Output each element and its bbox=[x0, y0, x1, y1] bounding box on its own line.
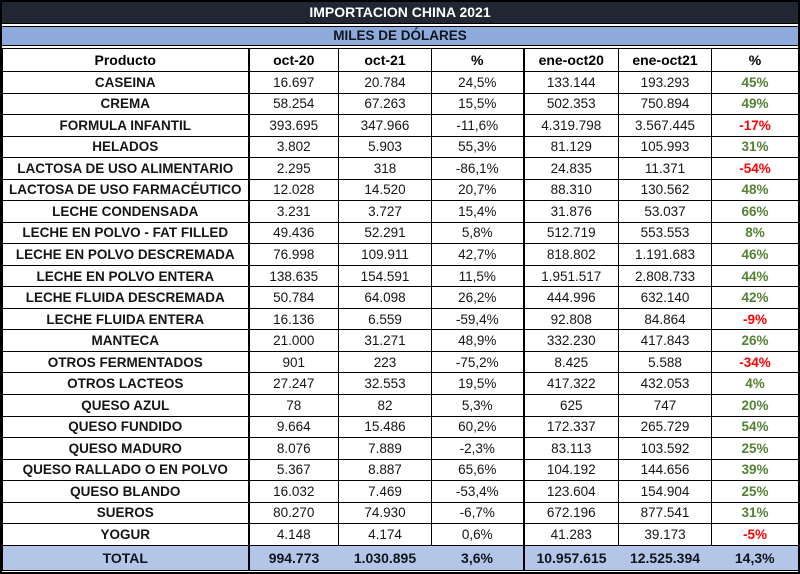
oct20-cell: 2.295 bbox=[249, 158, 339, 180]
oct21-cell: 318 bbox=[339, 158, 432, 180]
eneoct21-cell: 84.864 bbox=[619, 308, 712, 330]
oct21-cell: 52.291 bbox=[339, 222, 432, 244]
table-row bbox=[3, 201, 799, 223]
product-cell: CASEINA bbox=[3, 72, 249, 94]
pct-ytd-cell: 20% bbox=[712, 394, 799, 416]
oct21-cell: 7.469 bbox=[339, 481, 432, 503]
table-row bbox=[3, 330, 799, 352]
oct20-cell: 8.076 bbox=[249, 438, 339, 460]
table-row bbox=[3, 179, 799, 201]
oct20-cell: 16.032 bbox=[249, 481, 339, 503]
table-row bbox=[3, 244, 799, 266]
pct-ytd-cell: 4% bbox=[712, 373, 799, 395]
eneoct21-cell: 144.656 bbox=[619, 459, 712, 481]
pct-ytd-cell: 48% bbox=[712, 179, 799, 201]
oct21-cell: 67.263 bbox=[339, 93, 432, 115]
product-cell: OTROS FERMENTADOS bbox=[3, 351, 249, 373]
table-row bbox=[3, 72, 799, 94]
oct20-cell: 5.367 bbox=[249, 459, 339, 481]
oct21-cell: 7.889 bbox=[339, 438, 432, 460]
product-cell: CREMA bbox=[3, 93, 249, 115]
pct-ytd-cell: -5% bbox=[712, 524, 799, 546]
eneoct21-cell: 750.894 bbox=[619, 93, 712, 115]
pct-month-cell: 0,6% bbox=[432, 524, 524, 546]
pct-month-cell: 15,5% bbox=[432, 93, 524, 115]
eneoct20-cell: 512.719 bbox=[524, 222, 619, 244]
pct-ytd-cell: 25% bbox=[712, 481, 799, 503]
product-cell: SUEROS bbox=[3, 502, 249, 524]
total-pct-ytd: 14,3% bbox=[712, 546, 799, 571]
eneoct20-cell: 83.113 bbox=[524, 438, 619, 460]
pct-month-cell: -86,1% bbox=[432, 158, 524, 180]
oct20-cell: 3.231 bbox=[249, 201, 339, 223]
product-cell: LECHE EN POLVO ENTERA bbox=[3, 265, 249, 287]
eneoct21-cell: 877.541 bbox=[619, 502, 712, 524]
eneoct20-cell: 8.425 bbox=[524, 351, 619, 373]
oct21-cell: 223 bbox=[339, 351, 432, 373]
oct21-cell: 3.727 bbox=[339, 201, 432, 223]
oct20-cell: 3.802 bbox=[249, 136, 339, 158]
col-header-pct-month: % bbox=[432, 49, 524, 72]
pct-month-cell: 48,9% bbox=[432, 330, 524, 352]
oct21-cell: 6.559 bbox=[339, 308, 432, 330]
oct21-cell: 82 bbox=[339, 394, 432, 416]
eneoct21-cell: 53.037 bbox=[619, 201, 712, 223]
eneoct21-cell: 39.173 bbox=[619, 524, 712, 546]
product-cell: LECHE FLUIDA DESCREMADA bbox=[3, 287, 249, 309]
col-header-oct20: oct-20 bbox=[249, 49, 339, 72]
oct21-cell: 109.911 bbox=[339, 244, 432, 266]
pct-ytd-cell: 25% bbox=[712, 438, 799, 460]
table-row bbox=[3, 308, 799, 330]
oct20-cell: 16.697 bbox=[249, 72, 339, 94]
pct-ytd-cell: -34% bbox=[712, 351, 799, 373]
eneoct21-cell: 154.904 bbox=[619, 481, 712, 503]
col-header-producto: Producto bbox=[3, 49, 249, 72]
oct20-cell: 50.784 bbox=[249, 287, 339, 309]
oct20-cell: 78 bbox=[249, 394, 339, 416]
table-row bbox=[3, 459, 799, 481]
eneoct20-cell: 625 bbox=[524, 394, 619, 416]
pct-month-cell: 11,5% bbox=[432, 265, 524, 287]
eneoct20-cell: 88.310 bbox=[524, 179, 619, 201]
oct21-cell: 14.520 bbox=[339, 179, 432, 201]
product-cell: OTROS LACTEOS bbox=[3, 373, 249, 395]
pct-ytd-cell: 45% bbox=[712, 72, 799, 94]
pct-ytd-cell: 49% bbox=[712, 93, 799, 115]
product-cell: LACTOSA DE USO ALIMENTARIO bbox=[3, 158, 249, 180]
oct21-cell: 74.930 bbox=[339, 502, 432, 524]
pct-ytd-cell: -54% bbox=[712, 158, 799, 180]
table-row bbox=[3, 351, 799, 373]
pct-month-cell: 42,7% bbox=[432, 244, 524, 266]
product-cell: QUESO AZUL bbox=[3, 394, 249, 416]
eneoct21-cell: 1.191.683 bbox=[619, 244, 712, 266]
eneoct20-cell: 672.196 bbox=[524, 502, 619, 524]
eneoct20-cell: 31.876 bbox=[524, 201, 619, 223]
product-cell: QUESO RALLADO O EN POLVO bbox=[3, 459, 249, 481]
eneoct21-cell: 103.592 bbox=[619, 438, 712, 460]
product-cell: LECHE EN POLVO - FAT FILLED bbox=[3, 222, 249, 244]
oct21-cell: 154.591 bbox=[339, 265, 432, 287]
eneoct20-cell: 818.802 bbox=[524, 244, 619, 266]
product-cell: LACTOSA DE USO FARMACÉUTICO bbox=[3, 179, 249, 201]
pct-ytd-cell: 54% bbox=[712, 416, 799, 438]
table-row bbox=[3, 394, 799, 416]
table-body bbox=[3, 49, 799, 571]
total-pct-month: 3,6% bbox=[432, 546, 524, 571]
eneoct20-cell: 104.192 bbox=[524, 459, 619, 481]
table-subtitle: MILES DE DÓLARES bbox=[2, 26, 798, 46]
pct-month-cell: -53,4% bbox=[432, 481, 524, 503]
pct-ytd-cell: 39% bbox=[712, 459, 799, 481]
col-header-oct21: oct-21 bbox=[339, 49, 432, 72]
table-row bbox=[3, 524, 799, 546]
total-eneoct21: 12.525.394 bbox=[619, 546, 712, 571]
pct-month-cell: -75,2% bbox=[432, 351, 524, 373]
eneoct21-cell: 265.729 bbox=[619, 416, 712, 438]
eneoct20-cell: 172.337 bbox=[524, 416, 619, 438]
product-cell: LECHE CONDENSADA bbox=[3, 201, 249, 223]
pct-month-cell: 24,5% bbox=[432, 72, 524, 94]
eneoct20-cell: 502.353 bbox=[524, 93, 619, 115]
eneoct21-cell: 193.293 bbox=[619, 72, 712, 94]
total-oct20: 994.773 bbox=[249, 546, 339, 571]
oct21-cell: 32.553 bbox=[339, 373, 432, 395]
oct21-cell: 4.174 bbox=[339, 524, 432, 546]
table-row bbox=[3, 502, 799, 524]
product-cell: YOGUR bbox=[3, 524, 249, 546]
product-cell: LECHE FLUIDA ENTERA bbox=[3, 308, 249, 330]
eneoct20-cell: 417.322 bbox=[524, 373, 619, 395]
pct-month-cell: 5,8% bbox=[432, 222, 524, 244]
eneoct20-cell: 332.230 bbox=[524, 330, 619, 352]
oct20-cell: 76.998 bbox=[249, 244, 339, 266]
eneoct20-cell: 444.996 bbox=[524, 287, 619, 309]
product-cell: QUESO BLANDO bbox=[3, 481, 249, 503]
pct-ytd-cell: -9% bbox=[712, 308, 799, 330]
product-cell: LECHE EN POLVO DESCREMADA bbox=[3, 244, 249, 266]
pct-month-cell: 60,2% bbox=[432, 416, 524, 438]
header-row bbox=[3, 49, 799, 72]
product-cell: QUESO FUNDIDO bbox=[3, 416, 249, 438]
oct20-cell: 901 bbox=[249, 351, 339, 373]
oct21-cell: 5.903 bbox=[339, 136, 432, 158]
table-row bbox=[3, 265, 799, 287]
pct-month-cell: 5,3% bbox=[432, 394, 524, 416]
eneoct20-cell: 123.604 bbox=[524, 481, 619, 503]
oct20-cell: 12.028 bbox=[249, 179, 339, 201]
oct20-cell: 138.635 bbox=[249, 265, 339, 287]
product-cell: MANTECA bbox=[3, 330, 249, 352]
product-cell: FORMULA INFANTIL bbox=[3, 115, 249, 137]
eneoct21-cell: 432.053 bbox=[619, 373, 712, 395]
eneoct20-cell: 133.144 bbox=[524, 72, 619, 94]
pct-month-cell: 26,2% bbox=[432, 287, 524, 309]
eneoct21-cell: 632.140 bbox=[619, 287, 712, 309]
pct-ytd-cell: 66% bbox=[712, 201, 799, 223]
pct-month-cell: -2,3% bbox=[432, 438, 524, 460]
pct-month-cell: -59,4% bbox=[432, 308, 524, 330]
pct-ytd-cell: 31% bbox=[712, 136, 799, 158]
oct20-cell: 393.695 bbox=[249, 115, 339, 137]
eneoct20-cell: 4.319.798 bbox=[524, 115, 619, 137]
eneoct21-cell: 3.567.445 bbox=[619, 115, 712, 137]
table-row bbox=[3, 222, 799, 244]
table-row bbox=[3, 287, 799, 309]
eneoct20-cell: 1.951.517 bbox=[524, 265, 619, 287]
eneoct20-cell: 81.129 bbox=[524, 136, 619, 158]
pct-month-cell: 15,4% bbox=[432, 201, 524, 223]
oct21-cell: 64.098 bbox=[339, 287, 432, 309]
pct-month-cell: 65,6% bbox=[432, 459, 524, 481]
pct-ytd-cell: -17% bbox=[712, 115, 799, 137]
total-label: TOTAL bbox=[3, 546, 249, 571]
oct20-cell: 27.247 bbox=[249, 373, 339, 395]
table-row bbox=[3, 416, 799, 438]
total-oct21: 1.030.895 bbox=[339, 546, 432, 571]
eneoct21-cell: 5.588 bbox=[619, 351, 712, 373]
oct20-cell: 80.270 bbox=[249, 502, 339, 524]
oct21-cell: 20.784 bbox=[339, 72, 432, 94]
eneoct20-cell: 24.835 bbox=[524, 158, 619, 180]
pct-month-cell: 19,5% bbox=[432, 373, 524, 395]
oct20-cell: 21.000 bbox=[249, 330, 339, 352]
pct-month-cell: -11,6% bbox=[432, 115, 524, 137]
pct-ytd-cell: 44% bbox=[712, 265, 799, 287]
total-row bbox=[3, 546, 799, 571]
eneoct21-cell: 417.843 bbox=[619, 330, 712, 352]
oct21-cell: 31.271 bbox=[339, 330, 432, 352]
oct21-cell: 347.966 bbox=[339, 115, 432, 137]
pct-ytd-cell: 26% bbox=[712, 330, 799, 352]
oct20-cell: 58.254 bbox=[249, 93, 339, 115]
table-row bbox=[3, 93, 799, 115]
oct21-cell: 15.486 bbox=[339, 416, 432, 438]
table-row bbox=[3, 158, 799, 180]
eneoct20-cell: 92.808 bbox=[524, 308, 619, 330]
eneoct20-cell: 41.283 bbox=[524, 524, 619, 546]
col-header-pct-ytd: % bbox=[712, 49, 799, 72]
table-row bbox=[3, 373, 799, 395]
table-row bbox=[3, 438, 799, 460]
pct-ytd-cell: 46% bbox=[712, 244, 799, 266]
eneoct21-cell: 2.808.733 bbox=[619, 265, 712, 287]
import-data-table bbox=[2, 48, 799, 571]
col-header-eneoct20: ene-oct20 bbox=[524, 49, 619, 72]
eneoct21-cell: 553.553 bbox=[619, 222, 712, 244]
eneoct21-cell: 747 bbox=[619, 394, 712, 416]
oct20-cell: 49.436 bbox=[249, 222, 339, 244]
table-row bbox=[3, 115, 799, 137]
pct-month-cell: 20,7% bbox=[432, 179, 524, 201]
table-row bbox=[3, 136, 799, 158]
table-row bbox=[3, 481, 799, 503]
eneoct21-cell: 130.562 bbox=[619, 179, 712, 201]
eneoct21-cell: 105.993 bbox=[619, 136, 712, 158]
oct20-cell: 4.148 bbox=[249, 524, 339, 546]
pct-ytd-cell: 8% bbox=[712, 222, 799, 244]
pct-month-cell: -6,7% bbox=[432, 502, 524, 524]
total-eneoct20: 10.957.615 bbox=[524, 546, 619, 571]
oct20-cell: 9.664 bbox=[249, 416, 339, 438]
pct-ytd-cell: 42% bbox=[712, 287, 799, 309]
table-title: IMPORTACION CHINA 2021 bbox=[2, 2, 798, 24]
product-cell: HELADOS bbox=[3, 136, 249, 158]
pct-month-cell: 55,3% bbox=[432, 136, 524, 158]
oct20-cell: 16.136 bbox=[249, 308, 339, 330]
product-cell: QUESO MADURO bbox=[3, 438, 249, 460]
pct-ytd-cell: 31% bbox=[712, 502, 799, 524]
col-header-eneoct21: ene-oct21 bbox=[619, 49, 712, 72]
eneoct21-cell: 11.371 bbox=[619, 158, 712, 180]
oct21-cell: 8.887 bbox=[339, 459, 432, 481]
